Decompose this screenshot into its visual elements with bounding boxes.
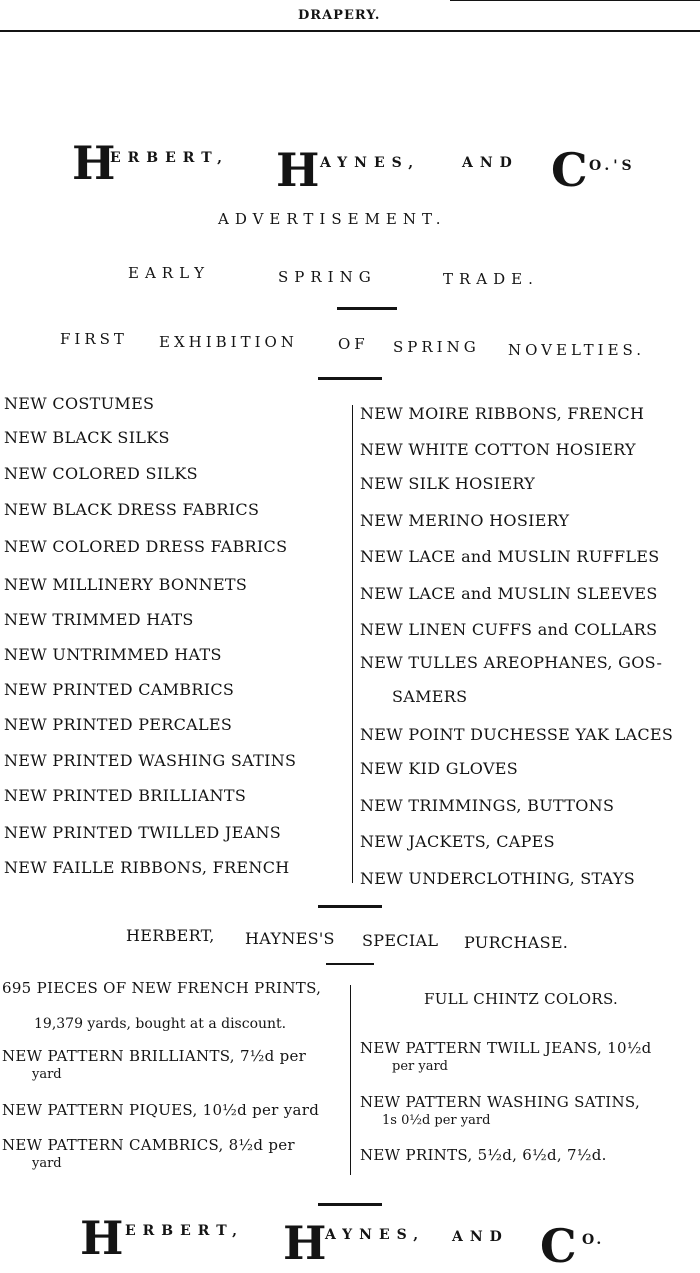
- list-item: NEW PRINTS, 5½d, 6½d, 7½d.: [360, 1146, 607, 1164]
- list-item: NEW COLORED DRESS FABRICS: [4, 537, 288, 556]
- list-item: NEW MERINO HOSIERY: [360, 511, 570, 530]
- list-item: NEW UNDERCLOTHING, STAYS: [360, 869, 635, 888]
- special-word: SPECIAL: [362, 931, 439, 950]
- footer-herbert: ERBERT,: [125, 1223, 244, 1239]
- list-item: NEW PRINTED CAMBRICS: [4, 680, 235, 699]
- footer-initial-c: C: [540, 1219, 577, 1273]
- list-item: NEW PRINTED WASHING SATINS: [4, 751, 297, 770]
- rule-2: [318, 377, 382, 380]
- masthead-co: O.'S: [589, 158, 636, 174]
- list-item: yard: [32, 1156, 62, 1171]
- list-item: NEW PATTERN BRILLIANTS, 7½d per: [2, 1047, 307, 1065]
- list-item: NEW PRINTED BRILLIANTS: [4, 786, 247, 805]
- list-item: NEW SILK HOSIERY: [360, 474, 536, 493]
- footer-and: AND: [452, 1229, 509, 1245]
- list-item: 695 PIECES OF NEW FRENCH PRINTS,: [2, 979, 322, 997]
- exhibition-spring: SPRING: [393, 338, 480, 356]
- exhibition-of: OF: [338, 335, 369, 353]
- list-item: NEW LACE and MUSLIN SLEEVES: [360, 584, 658, 603]
- rule-5: [318, 1203, 382, 1206]
- list-item: NEW PATTERN TWILL JEANS, 10½d: [360, 1039, 652, 1057]
- list-item: NEW JACKETS, CAPES: [360, 832, 555, 851]
- list-item: NEW FAILLE RIBBONS, FRENCH: [4, 858, 290, 877]
- list-item: NEW TRIMMINGS, BUTTONS: [360, 796, 615, 815]
- exhibition-exhibition: EXHIBITION: [159, 333, 298, 351]
- list-item: NEW COLORED SILKS: [4, 464, 198, 483]
- footer-co: O.: [582, 1232, 605, 1248]
- masthead-initial-c: C: [551, 143, 588, 197]
- list-item: NEW BLACK DRESS FABRICS: [4, 500, 260, 519]
- masthead-herbert: ERBERT,: [110, 150, 229, 166]
- list-item: 19,379 yards, bought at a discount.: [34, 1016, 287, 1032]
- footer-haynes: AYNES,: [325, 1227, 426, 1243]
- footer-initial-h1: H: [80, 1211, 124, 1265]
- masthead-initial-h2: H: [276, 143, 320, 197]
- season-spring: SPRING: [278, 268, 377, 286]
- special-herbert: HERBERT,: [126, 926, 215, 945]
- special-haynes: HAYNES'S: [245, 929, 335, 948]
- list-item: NEW PATTERN WASHING SATINS,: [360, 1093, 641, 1111]
- masthead-initial-h1: H: [72, 136, 116, 190]
- list-item: NEW MOIRE RIBBONS, FRENCH: [360, 404, 645, 423]
- header-rule: [0, 30, 700, 32]
- exhibition-novelties: NOVELTIES.: [508, 341, 646, 359]
- list-item: NEW TULLES AREOPHANES, GOS-: [360, 653, 663, 672]
- list-item: NEW PATTERN CAMBRICS, 8½d per: [2, 1136, 295, 1154]
- list-item: NEW KID GLOVES: [360, 759, 519, 778]
- list-item: NEW PATTERN PIQUES, 10½d per yard: [2, 1101, 320, 1119]
- list-item: yard: [32, 1067, 62, 1082]
- list-item: NEW MILLINERY BONNETS: [4, 575, 248, 594]
- list-item: NEW UNTRIMMED HATS: [4, 645, 222, 664]
- list-item: NEW WHITE COTTON HOSIERY: [360, 440, 636, 459]
- season-early: EARLY: [128, 264, 210, 282]
- list-item: SAMERS: [392, 687, 468, 706]
- masthead-and: AND: [462, 155, 519, 171]
- season-trade: TRADE.: [443, 270, 539, 288]
- list-item: NEW COSTUMES: [4, 394, 155, 413]
- advertisement-heading: ADVERTISEMENT.: [218, 210, 447, 228]
- list-item: NEW LINEN CUFFS and COLLARS: [360, 620, 658, 639]
- footer-initial-h2: H: [283, 1216, 327, 1270]
- special-purchase: PURCHASE.: [464, 933, 569, 952]
- list-item: NEW TRIMMED HATS: [4, 610, 194, 629]
- masthead-haynes: AYNES,: [320, 155, 421, 171]
- list-item: per yard: [392, 1059, 448, 1074]
- list-item: NEW PRINTED TWILLED JEANS: [4, 823, 281, 842]
- list-item: NEW POINT DUCHESSE YAK LACES: [360, 725, 674, 744]
- header-rule-top: [450, 0, 700, 1]
- list-item: FULL CHINTZ COLORS.: [424, 990, 619, 1008]
- special-column-divider: [350, 985, 351, 1175]
- rule-1: [337, 307, 397, 310]
- list-item: NEW LACE and MUSLIN RUFFLES: [360, 547, 660, 566]
- list-item: NEW BLACK SILKS: [4, 428, 170, 447]
- rule-3: [318, 905, 382, 908]
- rule-4: [326, 963, 374, 965]
- column-divider: [352, 405, 353, 883]
- list-item: NEW PRINTED PERCALES: [4, 715, 233, 734]
- list-item: 1s 0½d per yard: [382, 1113, 491, 1128]
- exhibition-first: FIRST: [60, 330, 128, 348]
- section-header: DRAPERY.: [298, 8, 381, 23]
